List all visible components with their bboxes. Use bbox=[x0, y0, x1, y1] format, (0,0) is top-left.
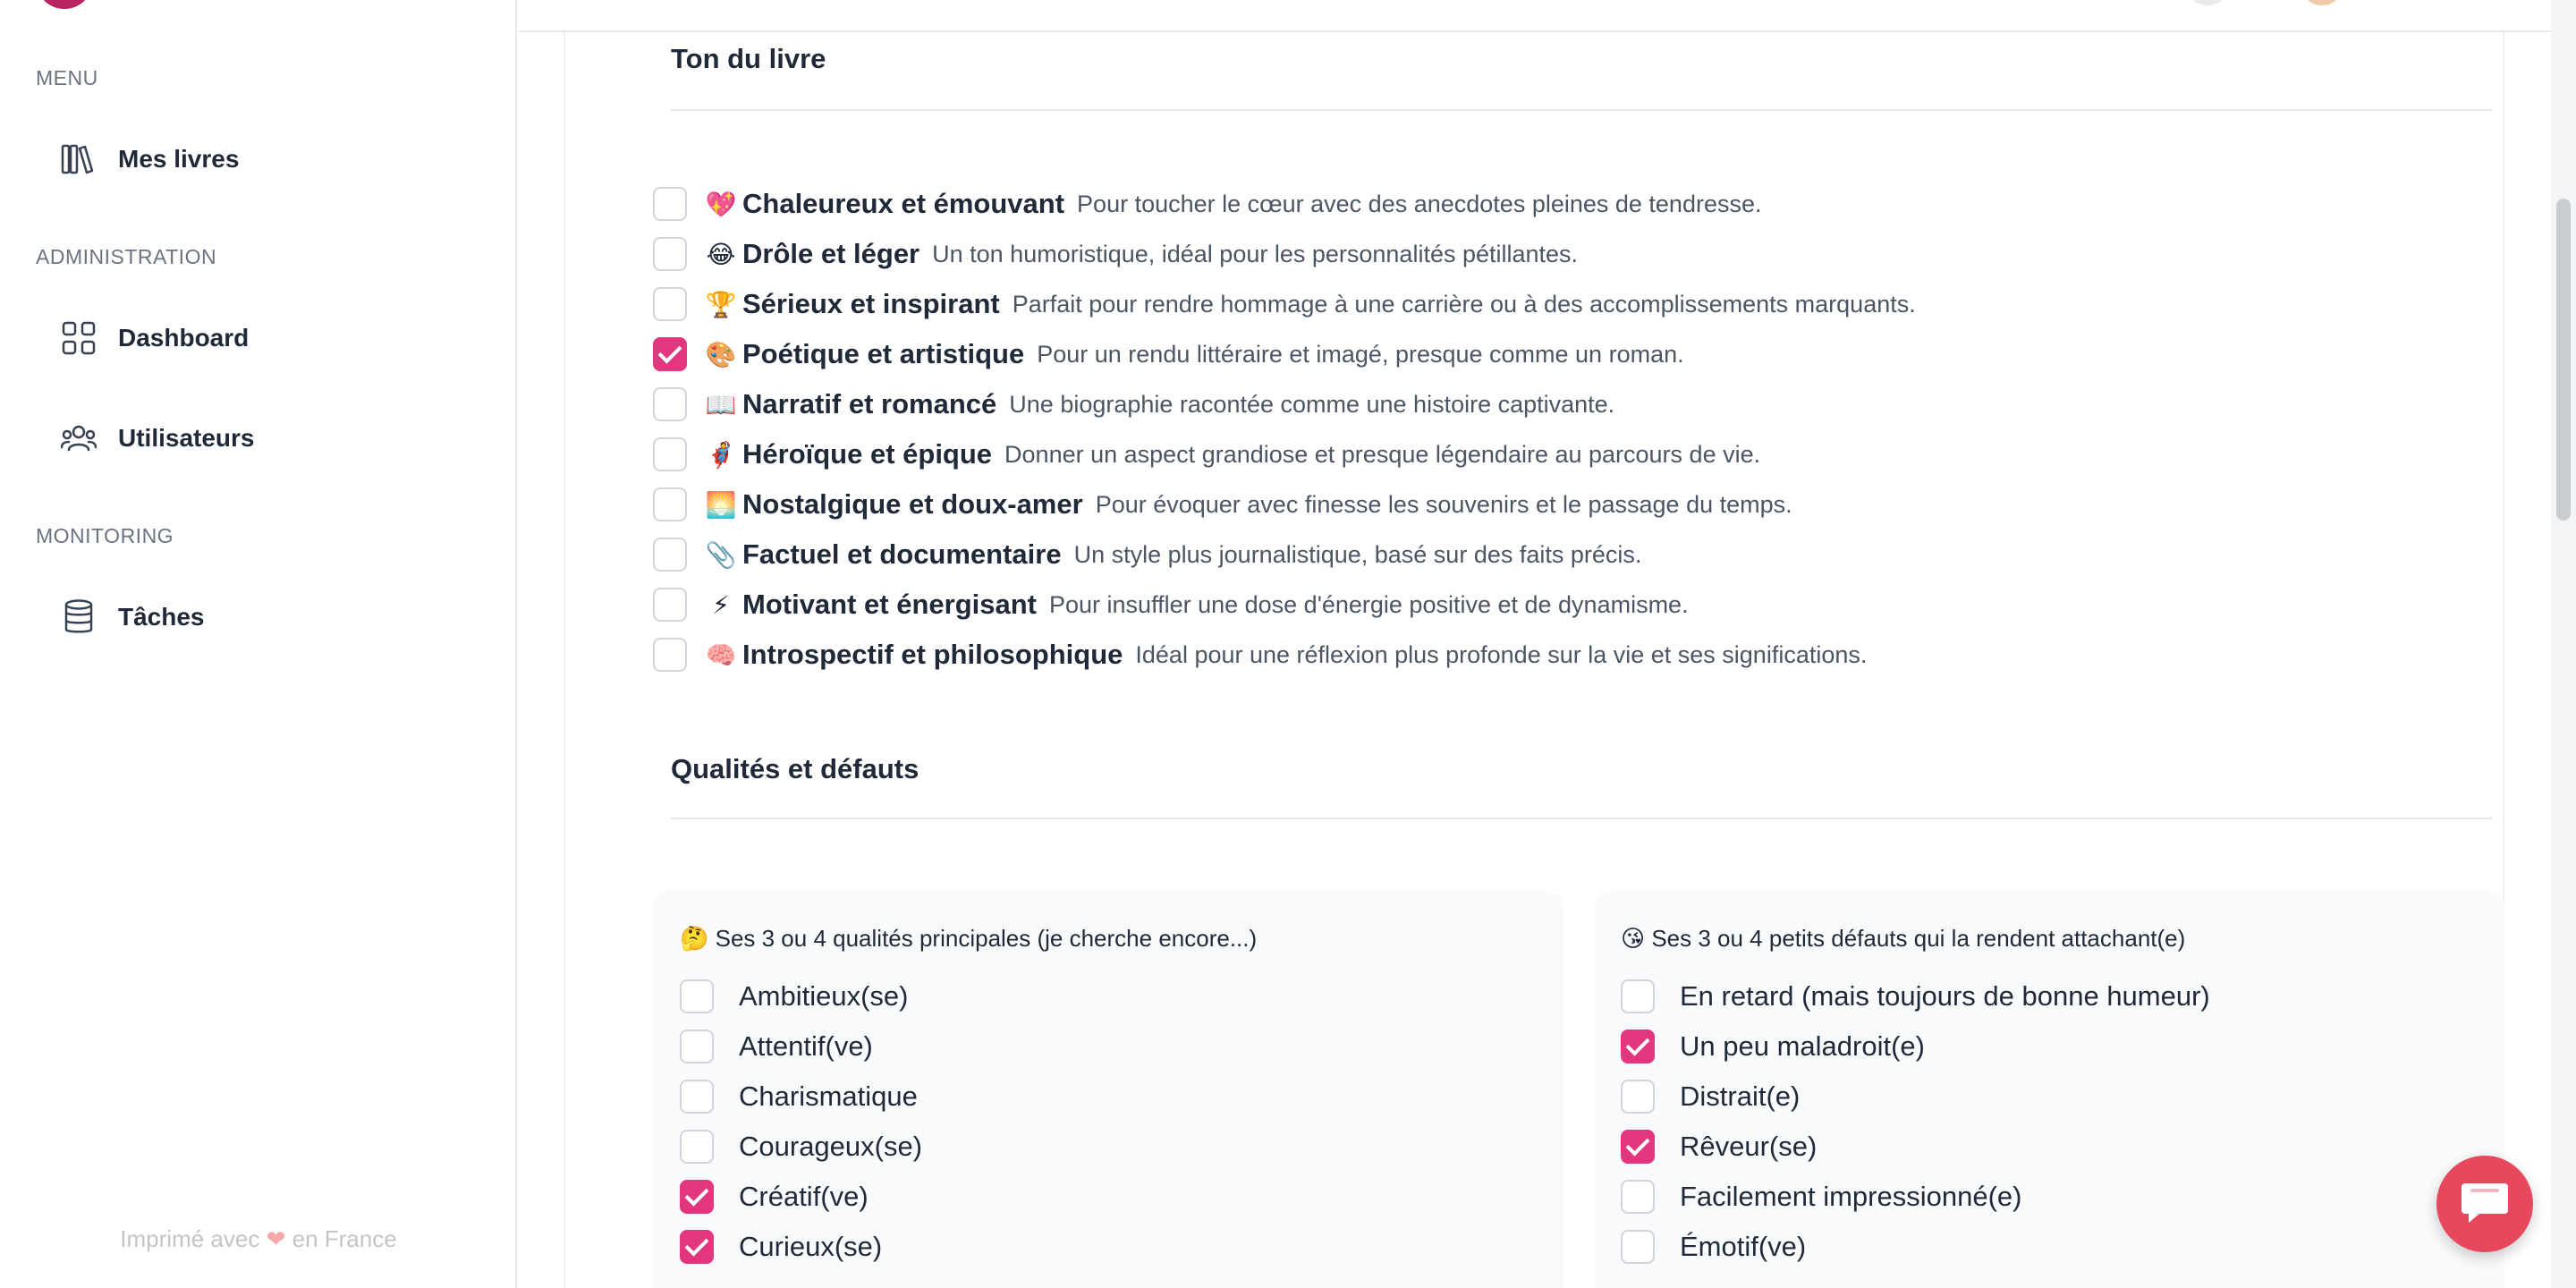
tone-description: Un ton humoristique, idéal pour les personnalités pétillantes. bbox=[932, 240, 1579, 267]
tone-emoji-icon: 🌅 bbox=[705, 490, 737, 519]
topbar bbox=[519, 0, 2551, 32]
flaw-label: Facilement impressionné(e) bbox=[1680, 1181, 2022, 1212]
flaw-label: Un peu maladroit(e) bbox=[1680, 1030, 1925, 1062]
flaw-option[interactable] bbox=[1621, 1025, 1925, 1068]
tone-checkbox[interactable] bbox=[653, 387, 687, 421]
flaw-option[interactable] bbox=[1621, 1225, 1806, 1268]
tone-emoji-icon: 📖 bbox=[705, 390, 737, 419]
scrollbar-thumb[interactable] bbox=[2556, 199, 2571, 521]
tone-description: Donner un aspect grandiose et presque légendaire au parcours de vie. bbox=[1004, 440, 1761, 468]
tone-title: Nostalgique et doux-amer bbox=[742, 488, 1083, 520]
tone-emoji-icon: 🧠 bbox=[705, 640, 737, 669]
tone-description: Une biographie racontée comme une histoire captivante. bbox=[1009, 390, 1615, 418]
sidebar-item-label: Tâches bbox=[118, 603, 205, 631]
quality-label: Attentif(ve) bbox=[739, 1030, 873, 1062]
footer-text-after: en France bbox=[292, 1225, 397, 1252]
tone-option[interactable] bbox=[653, 483, 1792, 526]
tone-option[interactable] bbox=[653, 633, 1867, 676]
flaw-label: Distrait(e) bbox=[1680, 1080, 1801, 1112]
sidebar-item-label: Utilisateurs bbox=[118, 424, 255, 452]
quality-option[interactable] bbox=[680, 1025, 873, 1068]
quality-label: Curieux(se) bbox=[739, 1231, 883, 1262]
flaws-title: 😘 Ses 3 ou 4 petits défauts qui la rendent attachant(e) bbox=[1621, 925, 2186, 952]
main-content bbox=[519, 0, 2551, 1288]
tone-option[interactable] bbox=[653, 283, 1916, 326]
flaw-option[interactable] bbox=[1621, 1175, 2021, 1218]
quality-label: Charismatique bbox=[739, 1080, 918, 1112]
sidebar bbox=[0, 0, 517, 1288]
tone-emoji-icon: 📎 bbox=[705, 540, 737, 569]
flaw-checkbox[interactable] bbox=[1621, 1230, 1655, 1264]
tone-checkbox[interactable] bbox=[653, 337, 687, 371]
flaw-option[interactable] bbox=[1621, 1075, 1800, 1118]
tone-description: Parfait pour rendre hommage à une carrière ou à des accomplissements marquants. bbox=[1012, 290, 1916, 318]
tone-checkbox[interactable] bbox=[653, 487, 687, 521]
tone-heading: Ton du livre bbox=[671, 43, 826, 74]
flaw-checkbox[interactable] bbox=[1621, 1080, 1655, 1114]
tone-description: Idéal pour une réflexion plus profonde sur la vie et ses significations. bbox=[1135, 640, 1868, 668]
divider bbox=[671, 818, 2492, 819]
flaw-checkbox[interactable] bbox=[1621, 979, 1655, 1013]
tone-description: Pour insuffler une dose d'énergie positive et de dynamisme. bbox=[1049, 590, 1689, 618]
sidebar-item-label: Mes livres bbox=[118, 145, 240, 173]
tone-emoji-icon: 🎨 bbox=[705, 340, 737, 369]
flaw-checkbox[interactable] bbox=[1621, 1180, 1655, 1214]
tone-title: Factuel et documentaire bbox=[742, 538, 1062, 570]
tone-title: Chaleureux et émouvant bbox=[742, 188, 1065, 219]
sidebar-item-taches[interactable] bbox=[36, 583, 483, 651]
tone-title: Héroïque et épique bbox=[742, 438, 993, 470]
tone-title: Narratif et romancé bbox=[742, 388, 997, 419]
qualities-title: 🤔 Ses 3 ou 4 qualités principales (je cherche encore...) bbox=[680, 925, 1258, 952]
quality-label: Créatif(ve) bbox=[739, 1181, 869, 1212]
footer-note bbox=[0, 1225, 517, 1253]
user-avatar[interactable] bbox=[2306, 0, 2338, 5]
flaws-panel bbox=[1594, 891, 2504, 1288]
quality-option[interactable] bbox=[680, 1225, 882, 1268]
tone-checkbox[interactable] bbox=[653, 588, 687, 622]
sidebar-item-dashboard[interactable] bbox=[36, 304, 483, 372]
tone-emoji-icon: 💖 bbox=[705, 190, 737, 218]
quality-checkbox[interactable] bbox=[680, 1030, 714, 1063]
tone-title: Sérieux et inspirant bbox=[742, 288, 1000, 319]
tone-title: Poétique et artistique bbox=[742, 338, 1025, 369]
form-card bbox=[564, 0, 2504, 1288]
tone-option[interactable] bbox=[653, 182, 1762, 225]
quality-checkbox[interactable] bbox=[680, 979, 714, 1013]
footer-text-before: Imprimé avec bbox=[120, 1225, 260, 1252]
tone-description: Pour un rendu littéraire et imagé, presque comme un roman. bbox=[1037, 340, 1684, 368]
flaw-checkbox[interactable] bbox=[1621, 1130, 1655, 1164]
tone-title: Drôle et léger bbox=[742, 238, 920, 269]
flaw-option[interactable] bbox=[1621, 1125, 1817, 1168]
app-logo[interactable] bbox=[36, 0, 93, 9]
notification-avatar[interactable] bbox=[2191, 0, 2224, 5]
flaw-label: En retard (mais toujours de bonne humeur) bbox=[1680, 980, 2210, 1012]
tone-checkbox[interactable] bbox=[653, 187, 687, 221]
tone-emoji-icon: 🦸 bbox=[705, 440, 737, 469]
tone-option[interactable] bbox=[653, 333, 1684, 376]
quality-label: Courageux(se) bbox=[739, 1131, 923, 1162]
quality-checkbox[interactable] bbox=[680, 1080, 714, 1114]
sidebar-item-label: Dashboard bbox=[118, 324, 250, 352]
flaw-option[interactable] bbox=[1621, 975, 2210, 1018]
flaw-label: Rêveur(se) bbox=[1680, 1131, 1818, 1162]
quality-option[interactable] bbox=[680, 1125, 922, 1168]
grid-icon bbox=[57, 317, 100, 360]
divider bbox=[671, 109, 2492, 111]
tone-title: Introspectif et philosophique bbox=[742, 639, 1123, 670]
tone-emoji-icon: 😂 bbox=[706, 240, 736, 268]
tone-checkbox[interactable] bbox=[653, 437, 687, 471]
sidebar-item-mes-livres[interactable] bbox=[36, 125, 483, 193]
heart-icon: ❤ bbox=[266, 1225, 286, 1252]
books-icon bbox=[57, 138, 100, 181]
tone-description: Pour évoquer avec finesse les souvenirs et le passage du temps. bbox=[1095, 490, 1792, 518]
tone-option[interactable] bbox=[653, 383, 1614, 426]
chat-bubble-icon bbox=[2460, 1180, 2510, 1229]
tone-emoji-icon: ⚡ bbox=[712, 590, 730, 619]
tone-checkbox[interactable] bbox=[653, 287, 687, 321]
tone-description: Pour toucher le cœur avec des anecdotes pleines de tendresse. bbox=[1077, 190, 1762, 217]
tone-emoji-icon: 🏆 bbox=[705, 290, 737, 318]
traits-heading: Qualités et défauts bbox=[671, 753, 919, 784]
tone-title: Motivant et énergisant bbox=[742, 589, 1037, 620]
quality-label: Ambitieux(se) bbox=[739, 980, 909, 1012]
sidebar-section-menu: MENU bbox=[36, 66, 98, 89]
quality-option[interactable] bbox=[680, 975, 909, 1018]
quality-checkbox[interactable] bbox=[680, 1130, 714, 1164]
tone-option[interactable] bbox=[653, 533, 1641, 576]
sidebar-section-administration: ADMINISTRATION bbox=[36, 245, 217, 268]
quality-checkbox[interactable] bbox=[680, 1230, 714, 1264]
tone-option[interactable] bbox=[653, 583, 1689, 626]
sidebar-section-monitoring: MONITORING bbox=[36, 524, 174, 547]
quality-checkbox[interactable] bbox=[680, 1180, 714, 1214]
tone-option[interactable] bbox=[653, 233, 1578, 275]
sidebar-item-utilisateurs[interactable] bbox=[36, 404, 483, 472]
tone-description: Un style plus journalistique, basé sur des faits précis. bbox=[1073, 540, 1642, 568]
quality-option[interactable] bbox=[680, 1075, 918, 1118]
quality-option[interactable] bbox=[680, 1175, 869, 1218]
tone-checkbox[interactable] bbox=[653, 538, 687, 572]
qualities-panel bbox=[653, 891, 1563, 1288]
tone-option[interactable] bbox=[653, 433, 1760, 476]
flaw-checkbox[interactable] bbox=[1621, 1030, 1655, 1063]
tone-checkbox[interactable] bbox=[653, 638, 687, 672]
flaw-label: Émotif(ve) bbox=[1680, 1231, 1807, 1262]
tone-checkbox[interactable] bbox=[653, 237, 687, 271]
database-icon bbox=[57, 596, 100, 639]
users-icon bbox=[57, 417, 100, 460]
scrollbar-track[interactable] bbox=[2551, 0, 2576, 1288]
chat-button[interactable] bbox=[2436, 1156, 2533, 1252]
